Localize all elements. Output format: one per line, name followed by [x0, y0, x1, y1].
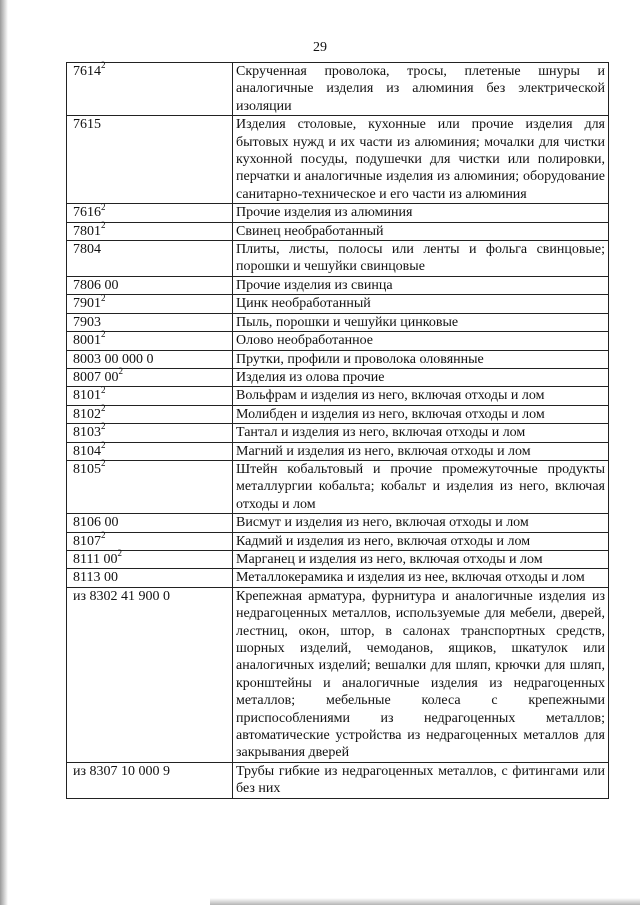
tnved-code: 8103 — [73, 425, 101, 441]
scan-left-edge-shadow — [0, 0, 8, 905]
table-row — [67, 532, 609, 550]
code-cell — [67, 421, 233, 442]
goods-code-table — [66, 62, 609, 799]
table-row — [67, 424, 609, 442]
code-cell — [67, 439, 233, 460]
table-row — [67, 295, 609, 313]
tnved-code: 7801 — [73, 223, 101, 239]
tnved-code: 8113 00 — [73, 570, 118, 586]
table-row — [67, 762, 609, 798]
table-row — [67, 442, 609, 460]
table-row — [67, 241, 609, 277]
description-cell: Молибден и изделия из него, включая отходы и лом — [233, 405, 609, 423]
tnved-code: 7615 — [73, 117, 101, 133]
table-row — [67, 460, 609, 513]
footnote-marker: 2 — [101, 439, 106, 450]
footnote-marker: 2 — [101, 421, 106, 432]
table-row — [67, 514, 609, 532]
footnote-marker: 2 — [101, 201, 106, 212]
table-row — [67, 550, 609, 568]
tnved-code: 8104 — [73, 443, 101, 459]
footnote-marker: 2 — [101, 403, 106, 414]
tnved-code: из 8302 41 900 0 — [73, 588, 171, 604]
tnved-code: 7614 — [73, 64, 101, 79]
description-cell: Свинец необработанный — [233, 222, 609, 240]
footnote-marker: 2 — [118, 366, 123, 377]
code-cell — [67, 276, 233, 294]
code-cell — [67, 550, 233, 568]
code-cell — [67, 368, 233, 386]
description-cell: Плиты, листы, полосы или ленты и фольга свинцовые; порошки и чешуйки свинцовые — [233, 241, 609, 277]
table-row — [67, 204, 609, 222]
tnved-code: 7901 — [73, 296, 101, 312]
tnved-code: 8101 — [73, 388, 101, 404]
code-cell — [67, 350, 233, 368]
description-cell: Марганец и изделия из него, включая отходы и лом — [233, 550, 609, 568]
description-cell: Изделия столовые, кухонные или прочие изделия для бытовых нужд и их части из алюминия; мочалки для чистки кухонной посуды, подушечки для чистки или полировки, перчатки и аналогичные изделия из алюминия; оборудование санитарно-техническое и его части из алюминия — [233, 116, 609, 204]
code-cell — [67, 569, 233, 587]
description-cell: Пыль, порошки и чешуйки цинковые — [233, 313, 609, 331]
code-cell — [67, 241, 233, 277]
table-row — [67, 63, 609, 116]
table-row — [67, 350, 609, 368]
code-cell — [67, 313, 233, 331]
tnved-code: 7903 — [73, 314, 101, 330]
tnved-code: 8102 — [73, 406, 101, 422]
tnved-code: 8105 — [73, 461, 101, 477]
tnved-code: 7804 — [73, 242, 101, 258]
footnote-marker: 2 — [101, 292, 106, 303]
code-cell — [67, 329, 233, 350]
description-cell: Олово необработанное — [233, 332, 609, 350]
description-cell: Прочие изделия из свинца — [233, 276, 609, 294]
scan-bottom-edge-shadow — [210, 898, 640, 905]
footnote-marker: 2 — [101, 60, 106, 71]
description-cell: Цинк необработанный — [233, 295, 609, 313]
description-cell: Металлокерамика и изделия из нее, включая отходы и лом — [233, 569, 609, 587]
description-cell: Изделия из олова прочие — [233, 368, 609, 386]
tnved-code: 8003 00 000 0 — [73, 351, 154, 367]
table-row — [67, 313, 609, 331]
table-row — [67, 569, 609, 587]
code-cell — [67, 405, 233, 423]
tnved-code: 8111 00 — [73, 551, 118, 567]
tnved-code: 8107 — [73, 533, 101, 549]
tnved-code: 8007 00 — [73, 369, 119, 385]
code-cell — [67, 292, 233, 313]
footnote-marker: 2 — [101, 329, 106, 340]
table-row — [67, 368, 609, 386]
code-cell — [67, 116, 233, 204]
code-cell — [67, 201, 233, 222]
description-cell: Магний и изделия из него, включая отходы и лом — [233, 442, 609, 460]
description-cell: Крепежная арматура, фурнитура и аналогичные изделия из недрагоценных металлов, используемые для мебели, дверей, лестниц, окон, штор, в салонах транспортных средств, шорных изделий, чемоданов, ящиков, шкатулок или аналогичных изделий; вешалки для шляп, крючки для шляп, кронштейны и аналогичные изделия из недрагоценных металлов; мебельные колеса с крепежными приспособлениями из недрагоценных металлов; автоматические устройства из недрагоценных металлов для закрывания дверей — [233, 587, 609, 762]
description-cell: Тантал и изделия из него, включая отходы и лом — [233, 424, 609, 442]
table-row — [67, 405, 609, 423]
table-row — [67, 387, 609, 405]
code-cell — [67, 222, 233, 240]
footnote-marker: 2 — [101, 220, 106, 230]
table-body — [67, 60, 609, 799]
code-cell — [67, 60, 233, 116]
code-cell — [67, 762, 233, 798]
tnved-code: 7616 — [73, 205, 101, 221]
description-cell: Прочие изделия из алюминия — [233, 204, 609, 222]
code-cell — [67, 529, 233, 550]
tnved-code: из 8307 10 000 9 — [73, 763, 171, 779]
code-cell — [67, 587, 233, 762]
page-number: 29 — [313, 40, 327, 55]
tnved-code: 8001 — [73, 333, 101, 349]
table-row — [67, 332, 609, 350]
description-cell: Вольфрам и изделия из него, включая отходы и лом — [233, 387, 609, 405]
footnote-marker: 2 — [117, 548, 122, 559]
code-cell — [67, 460, 233, 513]
description-cell: Трубы гибкие из недрагоценных металлов, с фитингами или без них — [233, 762, 609, 798]
description-cell: Штейн кобальтовый и прочие промежуточные продукты металлургии кобальта; кобальт и изделия из него, включая отходы и лом — [233, 460, 609, 513]
description-cell: Висмут и изделия из него, включая отходы и лом — [233, 514, 609, 532]
description-cell: Скрученная проволока, тросы, плетеные шнуры и аналогичные изделия из алюминия без электрической изоляции — [233, 63, 609, 116]
code-cell — [67, 384, 233, 405]
footnote-marker: 2 — [101, 529, 106, 540]
table-row — [67, 587, 609, 762]
description-cell: Кадмий и изделия из него, включая отходы и лом — [233, 532, 609, 550]
table-row — [67, 116, 609, 204]
description-cell: Прутки, профили и проволока оловянные — [233, 350, 609, 368]
tnved-code: 7806 00 — [73, 277, 119, 293]
footnote-marker: 2 — [101, 384, 106, 395]
table-row — [67, 276, 609, 294]
table-row — [67, 222, 609, 240]
footnote-marker: 2 — [101, 458, 106, 469]
tnved-code: 8106 00 — [73, 515, 119, 531]
code-cell — [67, 514, 233, 532]
